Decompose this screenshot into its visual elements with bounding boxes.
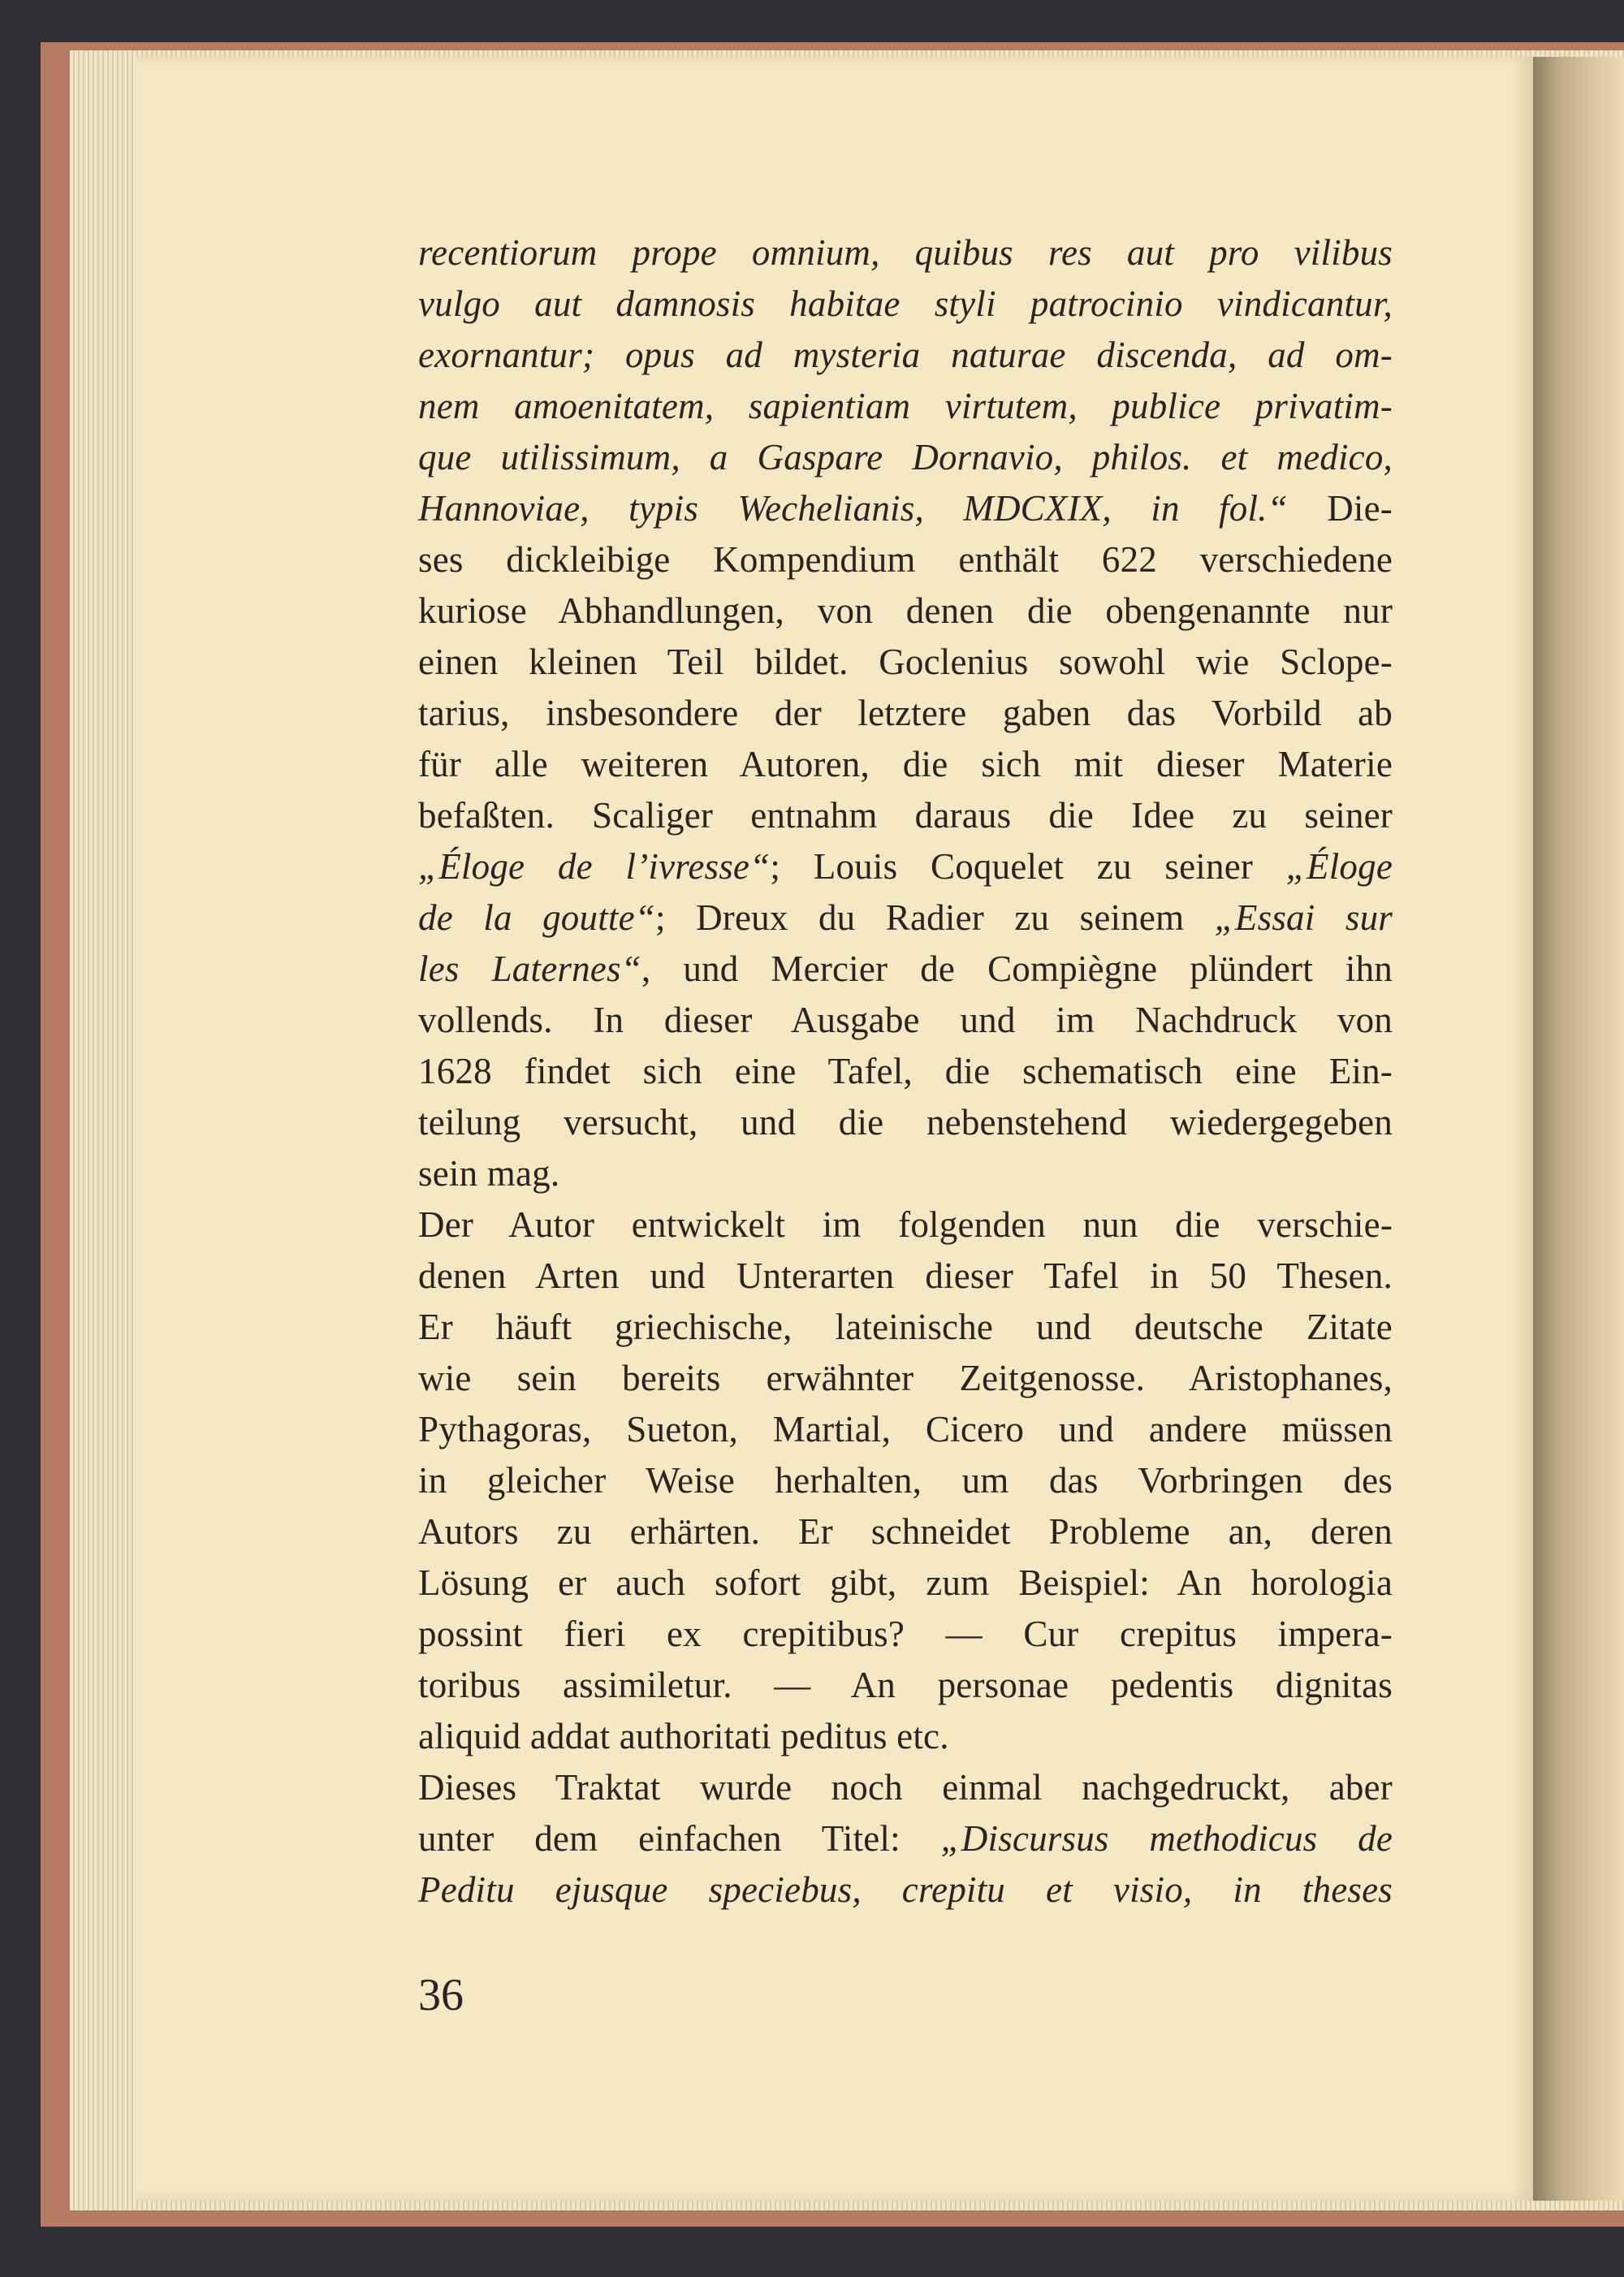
text-segment: denen Arten und Unterarten dieser Tafel in 50 Thesen.: [418, 1255, 1393, 1296]
text-segment: Autors zu erhärten. Er schneidet Probleme an, deren: [418, 1511, 1393, 1552]
text-line: [418, 892, 1393, 944]
text-line: [418, 1404, 1393, 1455]
text-line: [418, 1609, 1393, 1660]
text-segment: tarius, insbesondere der letztere gaben das Vorbild ab: [418, 693, 1393, 733]
text-segment: „Essai sur: [1214, 897, 1393, 938]
text-segment: ses dickleibige Kompendium enthält 622 verschiedene: [418, 539, 1393, 580]
text-line: [418, 381, 1393, 432]
text-segment: ; Louis Coquelet zu seiner: [770, 846, 1286, 887]
text-segment: Hannoviae, typis Wechelianis, MDCXIX, in fol.“: [418, 488, 1288, 529]
text-line: [418, 688, 1393, 739]
text-segment: für alle weiteren Autoren, die sich mit dieser Materie: [418, 744, 1393, 784]
text-line: [418, 841, 1393, 892]
page-number: 36: [418, 1970, 464, 2020]
text-line: [418, 739, 1393, 790]
text-segment: „Éloge: [1285, 846, 1393, 887]
text-line: [418, 995, 1393, 1046]
text-segment: einen kleinen Teil bildet. Goclenius sowohl wie Sclope-: [418, 642, 1393, 682]
text-line: [418, 1097, 1393, 1148]
text-segment: Pythagoras, Sueton, Martial, Cicero und andere müssen: [418, 1409, 1393, 1450]
text-line: [418, 279, 1393, 330]
text-segment: toribus assimiletur. — An personae pedentis dignitas: [418, 1665, 1393, 1705]
text-line: [418, 1251, 1393, 1302]
text-segment: recentiorum prope omnium, quibus res aut pro vilibus: [418, 232, 1393, 273]
text-line: [418, 1762, 1393, 1813]
text-segment: kuriose Abhandlungen, von denen die obengenannte nur: [418, 590, 1393, 631]
text-line: [418, 483, 1393, 534]
text-segment: sein mag.: [418, 1153, 560, 1194]
text-segment: exornantur; opus ad mysteria naturae discenda, ad om-: [418, 335, 1393, 375]
text-segment: „Discursus methodicus de: [940, 1818, 1393, 1859]
text-segment: wie sein bereits erwähnter Zeitgenosse. Aristophanes,: [418, 1358, 1393, 1398]
text-segment: unter dem einfachen Titel:: [418, 1818, 941, 1859]
text-line: [418, 790, 1393, 841]
text-segment: befaßten. Scaliger entnahm daraus die Idee zu seiner: [418, 795, 1393, 836]
text-line: [418, 1813, 1393, 1864]
text-line: [418, 1046, 1393, 1097]
text-line: [418, 227, 1393, 279]
text-line: [418, 585, 1393, 637]
text-line: [418, 1199, 1393, 1251]
text-line: [418, 432, 1393, 483]
text-segment: „Éloge de l’ivresse“: [418, 846, 771, 887]
text-line: [418, 534, 1393, 585]
text-segment: que utilissimum, a Gaspare Dornavio, philos. et medico,: [418, 437, 1393, 477]
text-segment: Dieses Traktat wurde noch einmal nachgedruckt, aber: [418, 1767, 1393, 1808]
text-segment: vulgo aut damnosis habitae styli patrocinio vindicantur,: [418, 283, 1393, 324]
text-line: [418, 1302, 1393, 1353]
text-segment: 1628 findet sich eine Tafel, die schematisch eine Ein-: [418, 1051, 1393, 1091]
text-segment: Er häuft griechische, lateinische und deutsche Zitate: [418, 1307, 1393, 1347]
text-segment: de la goutte“: [418, 897, 655, 938]
text-line: [418, 1506, 1393, 1558]
text-segment: in gleicher Weise herhalten, um das Vorbringen des: [418, 1460, 1393, 1501]
text-segment: Peditu ejusque speciebus, crepitu et visio, in theses: [418, 1869, 1393, 1910]
text-segment: vollends. In dieser Ausgabe und im Nachdruck von: [418, 1000, 1393, 1040]
text-line: [418, 1660, 1393, 1711]
text-segment: nem amoenitatem, sapientiam virtutem, publice privatim-: [418, 386, 1393, 426]
text-line: [418, 1148, 1393, 1199]
text-line: [418, 1864, 1393, 1916]
text-line: [418, 1711, 1393, 1762]
body-text: [418, 227, 1393, 1916]
text-line: [418, 944, 1393, 995]
text-segment: possint fieri ex crepitibus? — Cur crepitus impera-: [418, 1614, 1393, 1654]
book-gutter: [1533, 57, 1624, 2201]
text-segment: les Laternes“: [418, 948, 641, 989]
text-line: [418, 1353, 1393, 1404]
text-segment: Lösung er auch sofort gibt, zum Beispiel: An horologia: [418, 1562, 1393, 1603]
text-line: [418, 1455, 1393, 1506]
text-segment: Der Autor entwickelt im folgenden nun die verschie-: [418, 1204, 1393, 1245]
text-segment: aliquid addat authoritati peditus etc.: [418, 1716, 949, 1756]
text-line: [418, 637, 1393, 688]
text-line: [418, 1558, 1393, 1609]
text-segment: Die-: [1287, 488, 1393, 529]
text-line: [418, 330, 1393, 381]
text-segment: , und Mercier de Compiègne plündert ihn: [641, 948, 1393, 989]
text-segment: teilung versucht, und die nebenstehend wiedergegeben: [418, 1102, 1393, 1143]
text-segment: ; Dreux du Radier zu seinem: [655, 897, 1215, 938]
